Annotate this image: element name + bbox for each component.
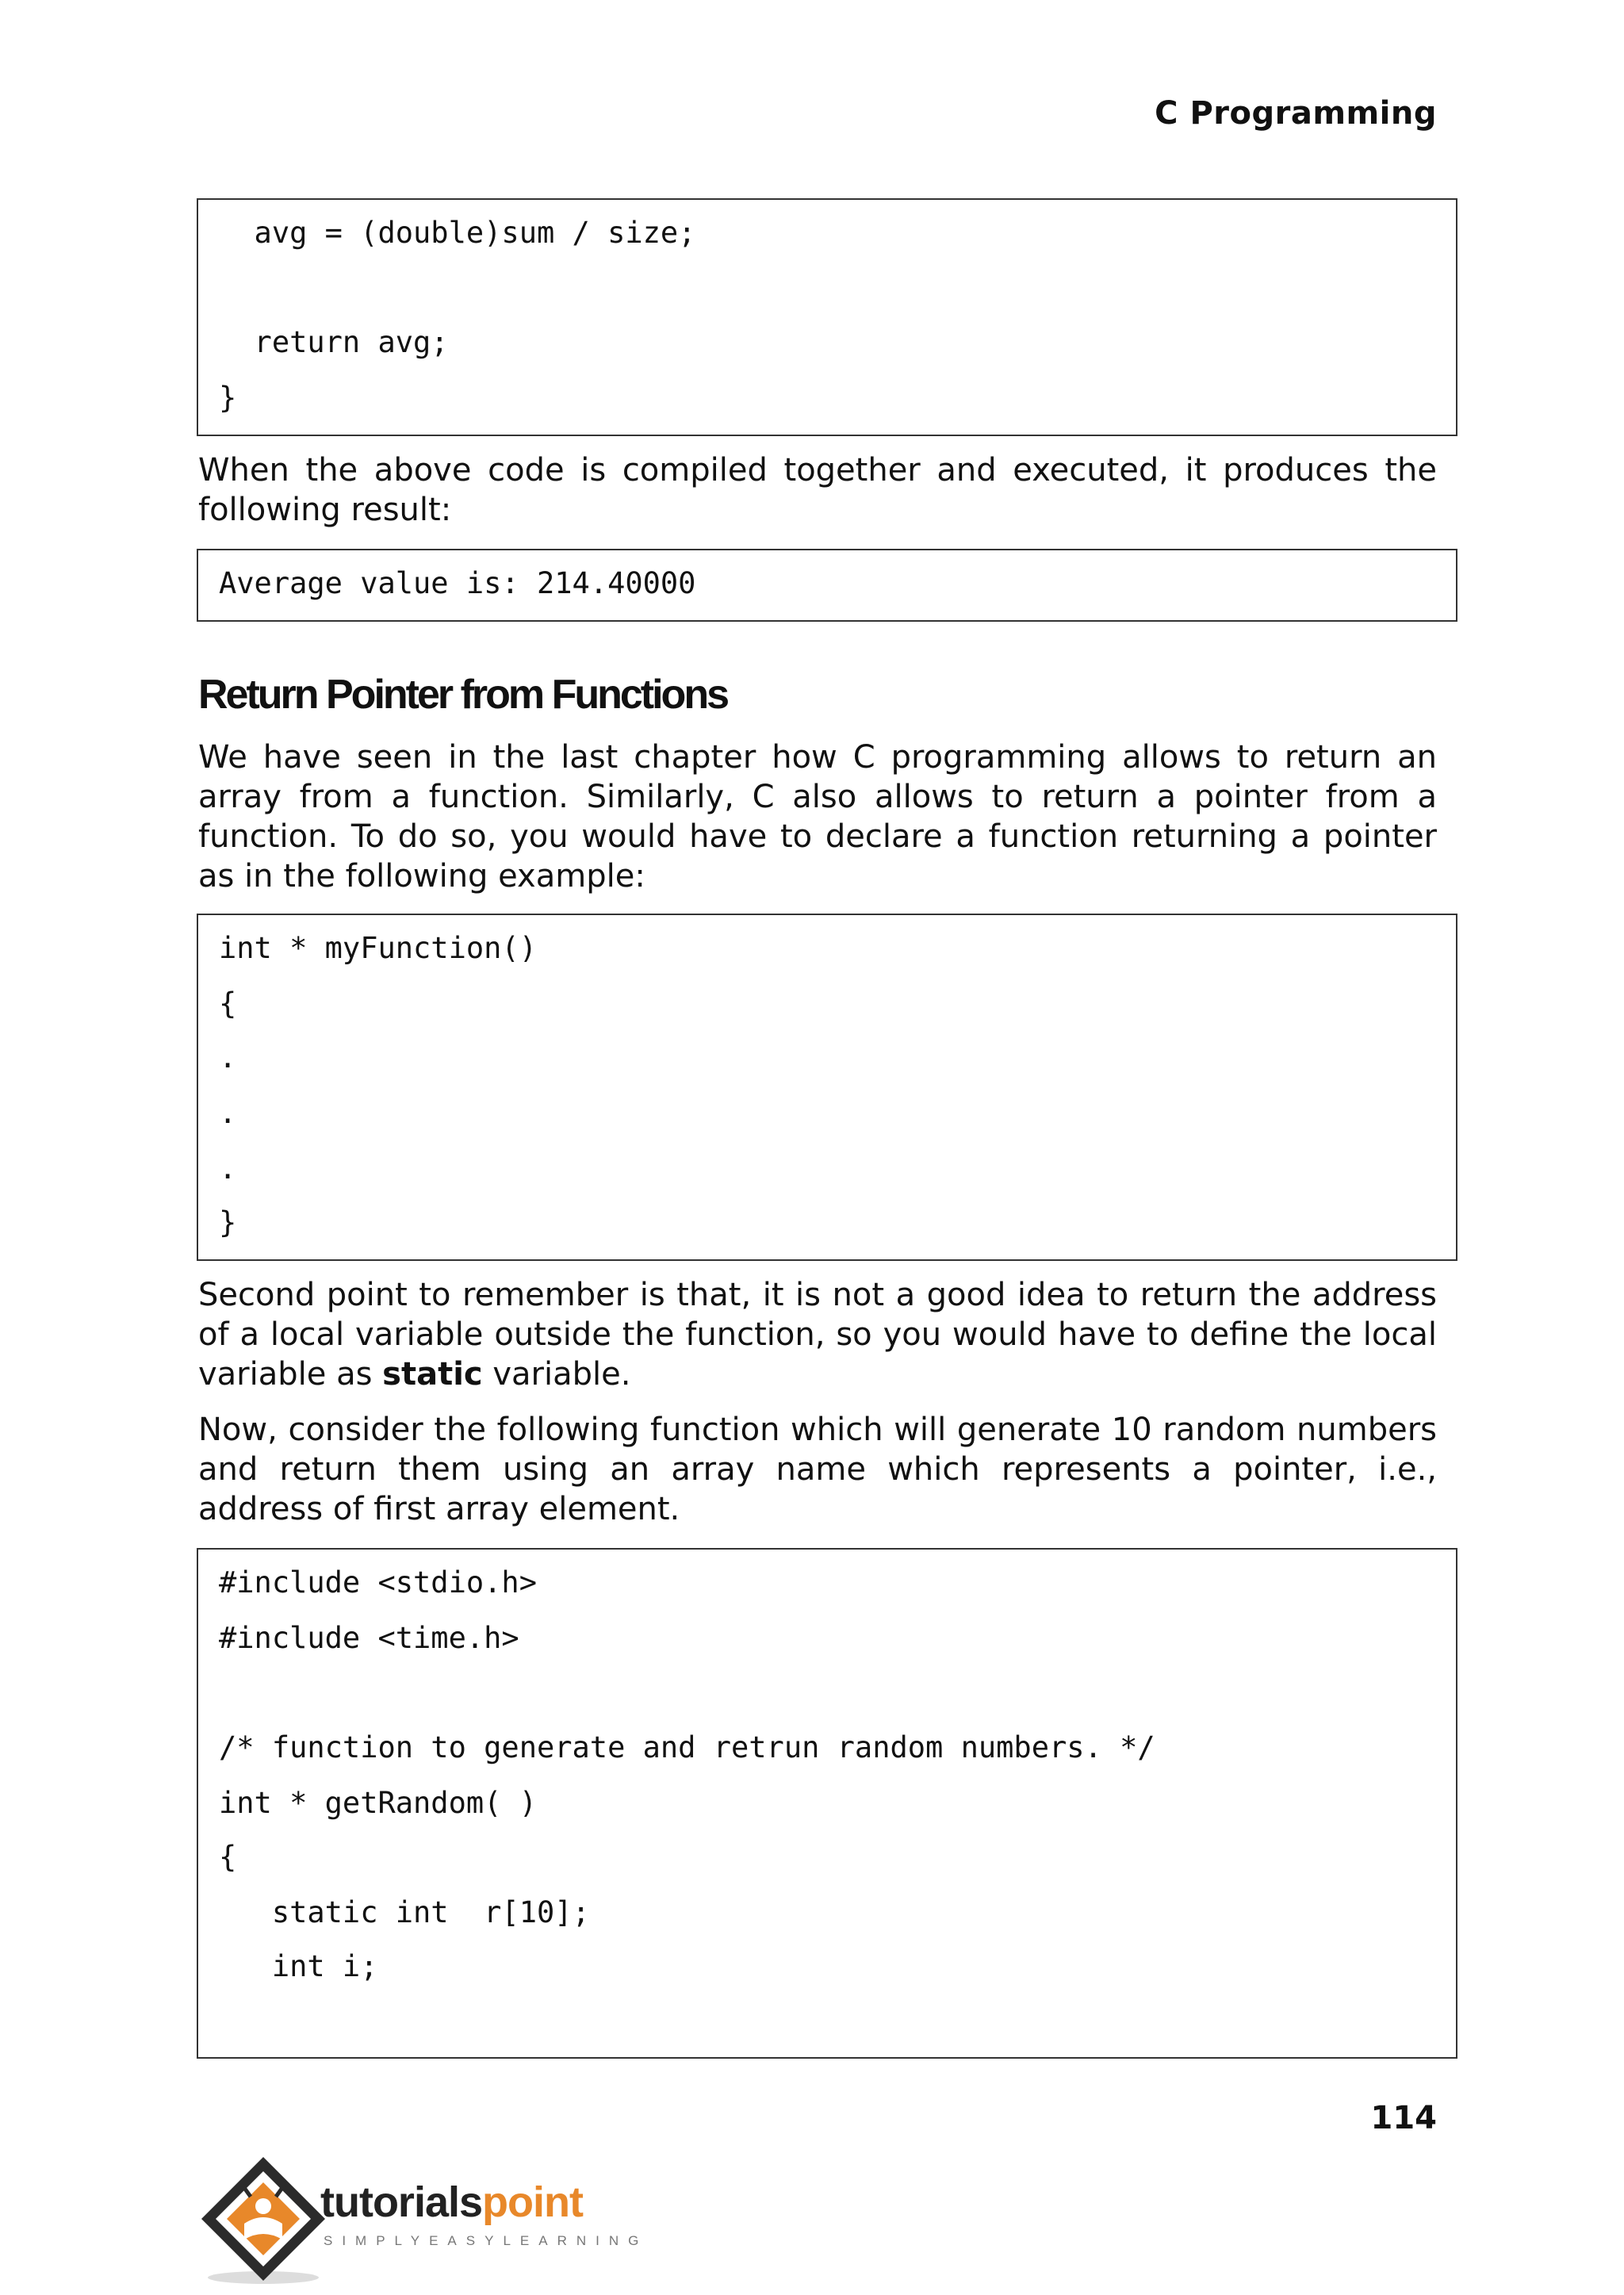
page-header-title: C Programming [1155, 95, 1437, 132]
code-line: . [219, 1151, 237, 1186]
output-block [197, 549, 1457, 622]
code-line: . [219, 1040, 237, 1075]
code-line: avg = (double)sum / size; [219, 216, 696, 250]
code-line: /* function to generate and retrun random numbers. */ [219, 1730, 1155, 1764]
logo-word-point: point [482, 2178, 583, 2226]
paragraph-return-pointer-intro: We have seen in the last chapter how C programming allows to return an array from a function. Similarly, C also allows to return a pointer from a function. To do so, you would have to declare a function returning a pointer as in the following example: [198, 739, 1437, 895]
code-line: . [219, 1096, 237, 1130]
code-line: static int r[10]; [219, 1895, 590, 1929]
output-line: Average value is: 214.40000 [219, 566, 696, 600]
paragraph-text: Second point to remember is that, it is not a good idea to return the address of a local variable outside the function, so you would have to define the local variable as [198, 1277, 1437, 1393]
bold-keyword-static: static [382, 1356, 483, 1393]
code-line: { [219, 1840, 237, 1874]
logo-word-tutorials: tutorials [320, 2178, 483, 2226]
code-line: return avg; [219, 325, 449, 359]
code-block-myfunction [197, 914, 1457, 1261]
code-block-getrandom [197, 1548, 1457, 2059]
page-number: 114 [1370, 2100, 1437, 2136]
code-block-avg [197, 198, 1457, 436]
logo-tagline: SIMPLYEASYLEARNING [324, 2233, 649, 2248]
paragraph-random-numbers: Now, consider the following function which will generate 10 random numbers and return them using an array name which represents a pointer, i.e., address of first array element. [198, 1412, 1437, 1527]
code-line: int * myFunction() [219, 931, 537, 965]
tutorialspoint-logo [195, 2151, 649, 2285]
section-heading: Return Pointer from Functions [198, 672, 727, 718]
paragraph-compile-result: When the above code is compiled together and executed, it produces the following result: [198, 452, 1437, 528]
code-line: { [219, 987, 237, 1021]
logo-wordmark [320, 2178, 583, 2227]
code-line: } [219, 381, 237, 415]
paragraph-static-variable [198, 1275, 1437, 1394]
paragraph-text: variable. [482, 1356, 631, 1393]
code-line: int i; [219, 1949, 378, 1983]
code-line: #include <time.h> [219, 1621, 519, 1655]
code-line: } [219, 1205, 237, 1239]
code-line: int * getRandom( ) [219, 1786, 537, 1820]
logo-diamond-icon [195, 2151, 338, 2285]
code-line: #include <stdio.h> [219, 1565, 537, 1600]
